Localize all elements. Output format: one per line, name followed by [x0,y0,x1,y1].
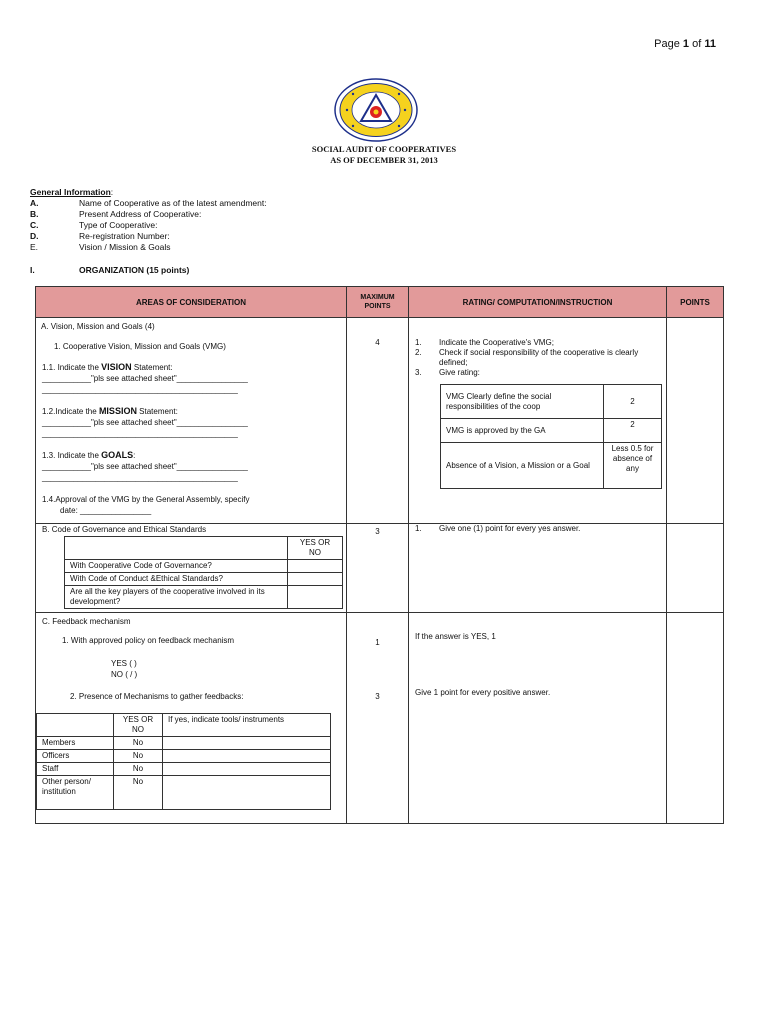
points-cell[interactable] [667,613,724,824]
goals-answer-line[interactable]: ___________"pls see attached sheet"________________ [42,462,248,471]
general-item: B. Present Address of Cooperative: [30,209,202,219]
table-row: Staff No [37,763,331,776]
header-areas: AREAS OF CONSIDERATION [36,287,347,318]
general-item: E. Vision / Mission & Goals [30,242,171,252]
tools-field[interactable] [163,750,331,763]
table-row: Officers No [37,750,331,763]
feedback-mechanisms-table: YES OR NO If yes, indicate tools/ instruments Members No Officers No Staff No Other person/ institution No [36,713,331,810]
yes-no-field[interactable] [288,586,343,609]
general-item: A. Name of Cooperative as of the latest amendment: [30,198,267,208]
table-row: Other person/ institution No [37,776,331,810]
rating-instruction: 1. Indicate the Cooperative's VMG; [415,338,554,347]
areas-cell: B. Code of Governance and Ethical Standards YES OR NO With Cooperative Code of Governance? With Code of Conduct &Ethical Standards? Are all the key players of the cooperative involved in its development? [36,524,347,613]
governance-table: YES OR NO With Cooperative Code of Governance? With Code of Conduct &Ethical Standards? Are all the key players of the cooperative involved in its development? [64,536,343,609]
header-max: MAXIMUM POINTS [347,287,409,318]
vision-answer-line[interactable]: ___________"pls see attached sheet"________________ [42,374,248,383]
general-item: D. Re-registration Number: [30,231,170,241]
max-points-cell: 4 [347,318,409,524]
rating-cell [409,318,667,524]
max-points-cell: 3 [347,524,409,613]
table-row: Members No [37,737,331,750]
table-row [36,613,724,824]
yes-no-field[interactable] [288,560,343,573]
max-points-cell: 1 3 [347,613,409,824]
title-line-2: AS OF DECEMBER 31, 2013 [330,155,438,165]
table-header-row [36,287,724,318]
document-title [0,144,768,166]
general-item: C. Type of Cooperative: [30,220,158,230]
table-row [36,318,724,524]
general-heading: General Information [30,187,111,197]
page-number: Page 1 of 11 [654,38,716,50]
general-information: General Information: A. Name of Cooperative as of the latest amendment: B. Present Address of Cooperative: C. Type of Cooperative: D. Re-registration Number: E. Vision / Mission & Goals [30,187,267,252]
header-rating: RATING/ COMPUTATION/INSTRUCTION [409,287,667,318]
rating-cell: 1. Give one (1) point for every yes answer. [409,524,667,613]
header-points: POINTS [667,287,724,318]
mission-answer-line[interactable]: ___________"pls see attached sheet"________________ [42,418,248,427]
points-cell[interactable] [667,318,724,524]
areas-cell: C. Feedback mechanism 1. With approved policy on feedback mechanism YES ( ) NO ( / ) 2. Presence of Mechanisms to gather feedbacks: YES OR NO If yes, indicate tools/ instruments Members No Officers No Staff No Other person/ institution No [36,613,347,824]
cda-seal-logo [333,78,419,142]
yes-no-field[interactable] [288,573,343,586]
areas-cell: A. Vision, Mission and Goals (4) 1. Cooperative Vision, Mission and Goals (VMG) 1.1. Indicate the VISION Statement: ___________"pls see attached sheet"________________ ____________________________________________ 1.2.Indicate the MISSION Statement: ___________"pls see attached sheet"________________ ____________________________________________ 1.3. Indicate the GOALS: ___________"pls see attached sheet"________________ ____________________________________________ 1.4.Approval of the VMG by the General Assembly, specify date: ________________ [36,318,347,524]
rating-cell: If the answer is YES, 1 Give 1 point for every positive answer. [409,613,667,824]
approval-date-line[interactable]: date: ________________ [60,506,152,515]
tools-field[interactable] [163,776,331,810]
tools-field[interactable] [163,763,331,776]
vmg-rating-table: VMG Clearly define the social responsibilities of the coop 2 VMG is approved by the GA 2 Absence of a Vision, a Mission or a Goal Less 0.5 for absence of any [440,384,662,489]
table-row [36,524,724,613]
rating-instruction: 3. Give rating: [415,368,480,377]
rating-instruction: 2. Check if social responsibility of the cooperative is clearly defined; [415,348,639,367]
section-heading: I. ORGANIZATION (15 points) [30,265,190,275]
title-line-1: SOCIAL AUDIT OF COOPERATIVES [311,144,457,154]
tools-field[interactable] [163,737,331,750]
points-cell[interactable] [667,524,724,613]
audit-table [35,286,724,824]
